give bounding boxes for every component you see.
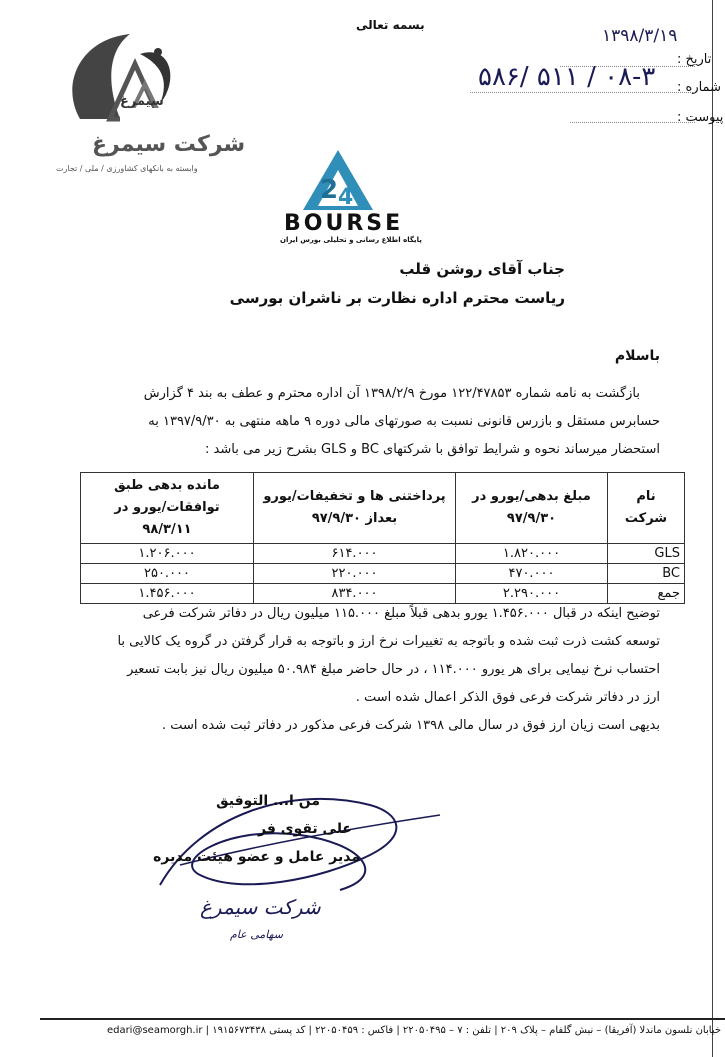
table-cell: GLS bbox=[608, 544, 685, 564]
column-header: پرداختنی ها و تخفیفات/یورو بعداز ۹۷/۹/۳۰ bbox=[254, 473, 456, 544]
paragraph-explanation bbox=[60, 600, 660, 740]
bourse-subtitle: پایگاه اطلاع رسانی و تحلیلی بورس ایران bbox=[280, 236, 422, 244]
footer-contact: خیابان نلسون ماندلا (آفریقا) – نبش گلفام – پلاک ۲۰۹ | تلفن : ۷ – ۲۲۰۵۰۴۹۵ | فاکس : ۲۲۰۵۰۴۵۹ | کد پستی ۱۹۱۵۶۷۳۴۳۸ | edari@seamorgh.ir bbox=[106, 1025, 721, 1036]
table-cell: ۱.۲۰۶.۰۰۰ bbox=[81, 544, 254, 564]
text-line: ارز در دفاتر شرکت فرعی فوق الذکر اعمال شده است . bbox=[355, 690, 660, 705]
paragraph-intro bbox=[60, 380, 660, 464]
table-cell: ۱.۸۲۰.۰۰۰ bbox=[456, 544, 608, 564]
table-row bbox=[81, 544, 685, 564]
simorgh-bird-icon bbox=[40, 24, 200, 134]
table-cell: ۶۱۴.۰۰۰ bbox=[254, 544, 456, 564]
signer-title: مدیر عامل و عضو هیئت مدیره bbox=[153, 849, 360, 865]
debt-table bbox=[80, 472, 685, 604]
recipient-name: جناب آقای روشن قلب bbox=[399, 260, 565, 278]
table-row bbox=[81, 564, 685, 584]
table-cell: ۲.۲۹۰.۰۰۰ bbox=[456, 584, 608, 604]
table-cell: ۸۳۴.۰۰۰ bbox=[254, 584, 456, 604]
text-line: احتساب نرخ نیمایی برای هر یورو ۱۱۴.۰۰۰ ، در حال حاضر مبلغ ۵۰.۹۸۴ میلیون ریال نیز بابت تسعیر bbox=[127, 662, 660, 677]
date-label: تاریخ : bbox=[677, 52, 712, 67]
bourse-name: BOURSE bbox=[284, 211, 404, 236]
column-header: نام شرکت bbox=[608, 473, 685, 544]
table-cell: BC bbox=[608, 564, 685, 584]
column-header: مبلغ بدهی/یورو در ۹۷/۹/۳۰ bbox=[456, 473, 608, 544]
text-line: بازگشت به نامه شماره ۱۲۲/۴۷۸۵۳ مورخ ۱۳۹۸/۲/۹ آن اداره محترم و عطف به بند ۴ گزارش bbox=[143, 386, 640, 401]
page-edge-divider bbox=[712, 0, 713, 1057]
table-header-row bbox=[81, 473, 685, 544]
text-line: استحضار میرساند نحوه و شرایط توافق با شرکتهای BC و GLS بشرح زیر می باشد : bbox=[205, 442, 660, 457]
company-subtitle: وابسته به بانکهای کشاورزی / ملی / تجارت bbox=[56, 164, 198, 173]
table-cell: جمع bbox=[608, 584, 685, 604]
closing-text: من ا... التوفیق bbox=[216, 793, 320, 809]
number-label: شماره : bbox=[677, 80, 721, 95]
table-cell: ۴۷۰.۰۰۰ bbox=[456, 564, 608, 584]
text-line: بدیهی است زیان ارز فوق در سال مالی ۱۳۹۸ شرکت فرعی مذکور در دفاتر ثبت شده است . bbox=[161, 718, 660, 733]
recipient-title: ریاست محترم اداره نظارت بر ناشران بورسی bbox=[229, 289, 565, 307]
stamp-subtitle: سهامی عام bbox=[230, 928, 283, 941]
attachment-label: پیوست : bbox=[677, 110, 724, 125]
greeting: باسلام bbox=[614, 348, 660, 364]
basmala: بسمه تعالی bbox=[356, 18, 425, 32]
company-name: شرکت سیمرغ bbox=[92, 132, 246, 157]
text-line: توضیح اینکه در قبال ۱.۴۵۶.۰۰۰ یورو بدهی قبلاً مبلغ ۱۱۵.۰۰۰ میلیون ریال در دفاتر شرکت فرعی bbox=[142, 606, 660, 621]
svg-text:2: 2 bbox=[320, 175, 339, 205]
svg-text:4: 4 bbox=[338, 185, 354, 210]
date-value: ۱۳۹۸/۳/۱۹ bbox=[602, 26, 678, 46]
table-cell: ۲۲۰.۰۰۰ bbox=[254, 564, 456, 584]
signer-name: علی تقوی فر bbox=[257, 821, 352, 837]
logo-text: سیمرغ bbox=[120, 94, 164, 109]
number-value: ۵۸۶/ ۵۱۱ / ۰۸-۳ bbox=[478, 62, 656, 92]
footer-divider bbox=[40, 1018, 725, 1020]
number-line bbox=[470, 92, 695, 93]
column-header: مانده بدهی طبق توافقات/یورو در ۹۸/۳/۱۱ bbox=[81, 473, 254, 544]
table-cell: ۲۵۰.۰۰۰ bbox=[81, 564, 254, 584]
bourse-triangle-icon bbox=[268, 148, 408, 218]
text-line: حسابرس مستقل و بازرس قانونی نسبت به صورتهای مالی دوره ۹ ماهه منتهی به ۱۳۹۷/۹/۳۰ به bbox=[148, 414, 660, 429]
stamp-text: شرکت سیمرغ bbox=[200, 895, 321, 919]
text-line: توسعه کشت ذرت ثبت شده و باتوجه به تغییرات نرخ ارز و باتوجه به قرار گرفتن در گروه یک کالایی با bbox=[117, 634, 660, 649]
table-cell: ۱.۴۵۶.۰۰۰ bbox=[81, 584, 254, 604]
attachment-line bbox=[570, 122, 695, 123]
